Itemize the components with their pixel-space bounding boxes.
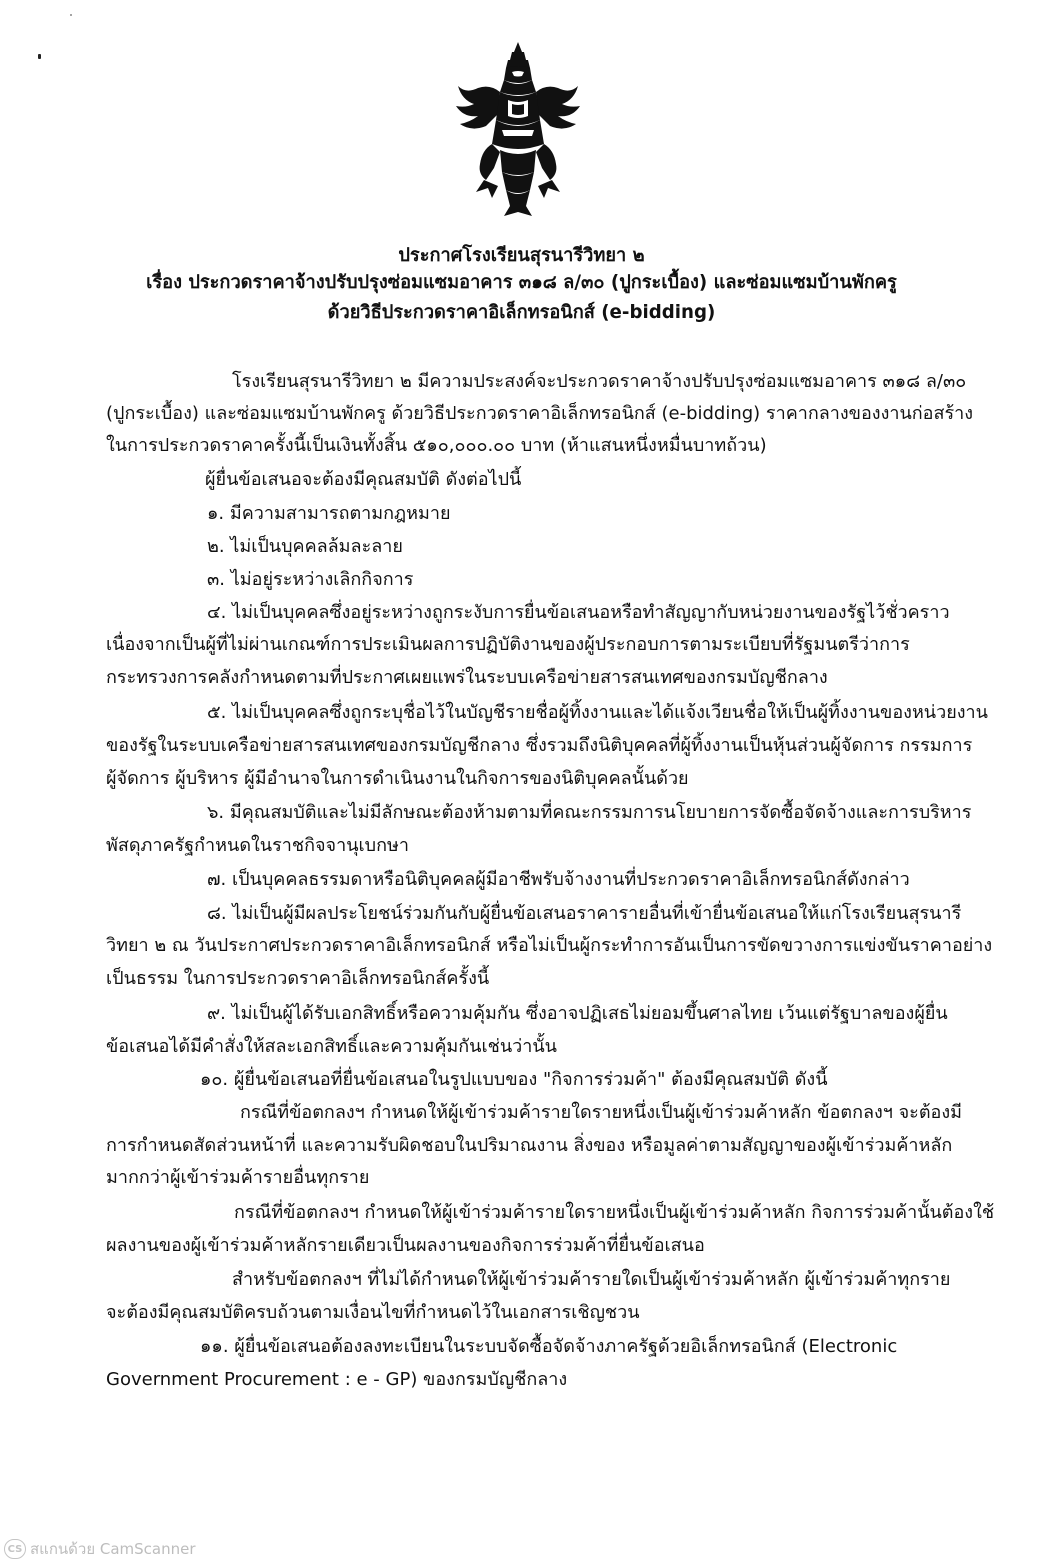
body-line: ๑. มีความสามารถตามกฎหมาย — [207, 503, 451, 524]
body-line: ๓. ไม่อยู่ระหว่างเลิกกิจการ — [207, 569, 414, 590]
body-line: จะต้องมีคุณสมบัติครบถ้วนตามเงื่อนไขที่กำหนดไว้ในเอกสารเชิญชวน — [106, 1302, 640, 1323]
body-line: ๑๐. ผู้ยื่นข้อเสนอที่ยื่นข้อเสนอในรูปแบบของ "กิจการร่วมค้า" ต้องมีคุณสมบัติ ดังนี้ — [200, 1069, 828, 1090]
body-line: ผู้จัดการ ผู้บริหาร ผู้มีอำนาจในการดำเนินงานในกิจการของนิติบุคคลนั้นด้วย — [106, 768, 689, 789]
body-line: ๔. ไม่เป็นบุคคลซึ่งอยู่ระหว่างถูกระงับการยื่นข้อเสนอหรือทำสัญญากับหน่วยงานของรัฐไว้ชั่วคราว — [207, 602, 950, 623]
camscanner-logo-icon: CS — [4, 1539, 26, 1559]
body-line: ๙. ไม่เป็นผู้ได้รับเอกสิทธิ์หรือความคุ้มกัน ซึ่งอาจปฏิเสธไม่ยอมขึ้นศาลไทย เว้นแต่รัฐบาลของผู้ยื่น — [207, 1003, 948, 1024]
body-line: ๗. เป็นบุคคลธรรมดาหรือนิติบุคคลผู้มีอาชีพรับจ้างงานที่ประกวดราคาอิเล็กทรอนิกส์ดังกล่าว — [207, 869, 910, 890]
body-line: สำหรับข้อตกลงฯ ที่ไม่ได้กำหนดให้ผู้เข้าร่วมค้ารายใดเป็นผู้เข้าร่วมค้าหลัก ผู้เข้าร่วมค้าทุกราย — [232, 1269, 951, 1290]
body-line: การกำหนดสัดส่วนหน้าที่ และความรับผิดชอบในปริมาณงาน สิ่งของ หรือมูลค่าตามสัญญาของผู้เข้าร่วมค้าหลัก — [106, 1135, 953, 1156]
body-line: ๖. มีคุณสมบัติและไม่มีลักษณะต้องห้ามตามที่คณะกรรมการนโยบายการจัดซื้อจัดจ้างและการบริหาร — [207, 802, 972, 823]
body-line: วิทยา ๒ ณ วันประกาศประกวดราคาอิเล็กทรอนิกส์ หรือไม่เป็นผู้กระทำการอันเป็นการขัดขวางการแข่งขันราคาอย่าง — [106, 935, 993, 956]
body-line: ๘. ไม่เป็นผู้มีผลประโยชน์ร่วมกันกับผู้ยื่นข้อเสนอราคารายอื่นที่เข้ายื่นข้อเสนอให้แก่โรงเรียนสุรนารี — [207, 903, 962, 924]
document-subject: เรื่อง ประกวดราคาจ้างปรับปรุงซ่อมแซมอาคาร ๓๑๘ ล/๓๐ (ปูกระเบื้อง) และซ่อมแซมบ้านพักครู — [146, 272, 897, 293]
body-line: โรงเรียนสุรนารีวิทยา ๒ มีความประสงค์จะประกวดราคาจ้างปรับปรุงซ่อมแซมอาคาร ๓๑๘ ล/๓๐ — [232, 371, 967, 392]
body-line: ข้อเสนอได้มีคำสั่งให้สละเอกสิทธิ์และความคุ้มกันเช่นว่านั้น — [106, 1036, 557, 1057]
body-line: มากกว่าผู้เข้าร่วมค้ารายอื่นทุกราย — [106, 1167, 370, 1188]
body-line: ๕. ไม่เป็นบุคคลซึ่งถูกระบุชื่อไว้ในบัญชีรายชื่อผู้ทิ้งงานและได้แจ้งเวียนชื่อให้เป็นผู้ทิ้งงานของหน่วยงาน — [207, 702, 988, 723]
body-line: พัสดุภาครัฐกำหนดในราชกิจจานุเบกษา — [106, 835, 409, 856]
scan-speck — [70, 14, 72, 16]
body-line: เป็นธรรม ในการประกวดราคาอิเล็กทรอนิกส์ครั้งนี้ — [106, 968, 490, 989]
body-line: ผู้ยื่นข้อเสนอจะต้องมีคุณสมบัติ ดังต่อไปนี้ — [205, 469, 522, 490]
body-line: ของรัฐในระบบเครือข่ายสารสนเทศของกรมบัญชีกลาง ซึ่งรวมถึงนิติบุคคลที่ผู้ทิ้งงานเป็นหุ้นส่วนผู้จัดการ กรรมการ — [106, 735, 973, 756]
body-line: กระทรวงการคลังกำหนดตามที่ประกาศเผยแพร่ในระบบเครือข่ายสารสนเทศของกรมบัญชีกลาง — [106, 667, 828, 688]
document-title: ประกาศโรงเรียนสุรนารีวิทยา ๒ — [398, 245, 645, 266]
body-line: (ปูกระเบื้อง) และซ่อมแซมบ้านพักครู ด้วยวิธีประกวดราคาอิเล็กทรอนิกส์ (e-bidding) ราคากลางของงานก่อสร้าง — [106, 403, 974, 424]
body-line: ๒. ไม่เป็นบุคคลล้มละลาย — [207, 536, 403, 557]
document-method: ด้วยวิธีประกวดราคาอิเล็กทรอนิกส์ (e-bidding) — [327, 302, 716, 323]
body-line: Government Procurement : e - GP) ของกรมบัญชีกลาง — [106, 1369, 568, 1390]
scan-speck — [38, 54, 41, 59]
body-line: เนื่องจากเป็นผู้ที่ไม่ผ่านเกณฑ์การประเมินผลการปฏิบัติงานของผู้ประกอบการตามระเบียบที่รัฐมนตรีว่าการ — [106, 634, 910, 655]
watermark-text: สแกนด้วย CamScanner — [30, 1540, 196, 1558]
garuda-emblem-icon — [452, 40, 584, 218]
camscanner-watermark — [4, 1536, 196, 1562]
body-line: กรณีที่ข้อตกลงฯ กำหนดให้ผู้เข้าร่วมค้ารายใดรายหนึ่งเป็นผู้เข้าร่วมค้าหลัก ข้อตกลงฯ จะต้องมี — [240, 1102, 963, 1123]
body-line: ผลงานของผู้เข้าร่วมค้าหลักรายเดียวเป็นผลงานของกิจการร่วมค้าที่ยื่นข้อเสนอ — [106, 1235, 705, 1256]
body-line: ๑๑. ผู้ยื่นข้อเสนอต้องลงทะเบียนในระบบจัดซื้อจัดจ้างภาครัฐด้วยอิเล็กทรอนิกส์ (Electronic — [200, 1336, 898, 1357]
body-line: ในการประกวดราคาครั้งนี้เป็นเงินทั้งสิ้น ๕๑๐,๐๐๐.๐๐ บาท (ห้าแสนหนึ่งหมื่นบาทถ้วน) — [106, 435, 767, 456]
body-line: กรณีที่ข้อตกลงฯ กำหนดให้ผู้เข้าร่วมค้ารายใดรายหนึ่งเป็นผู้เข้าร่วมค้าหลัก กิจการร่วมค้านั้นต้องใช้ — [234, 1202, 995, 1223]
